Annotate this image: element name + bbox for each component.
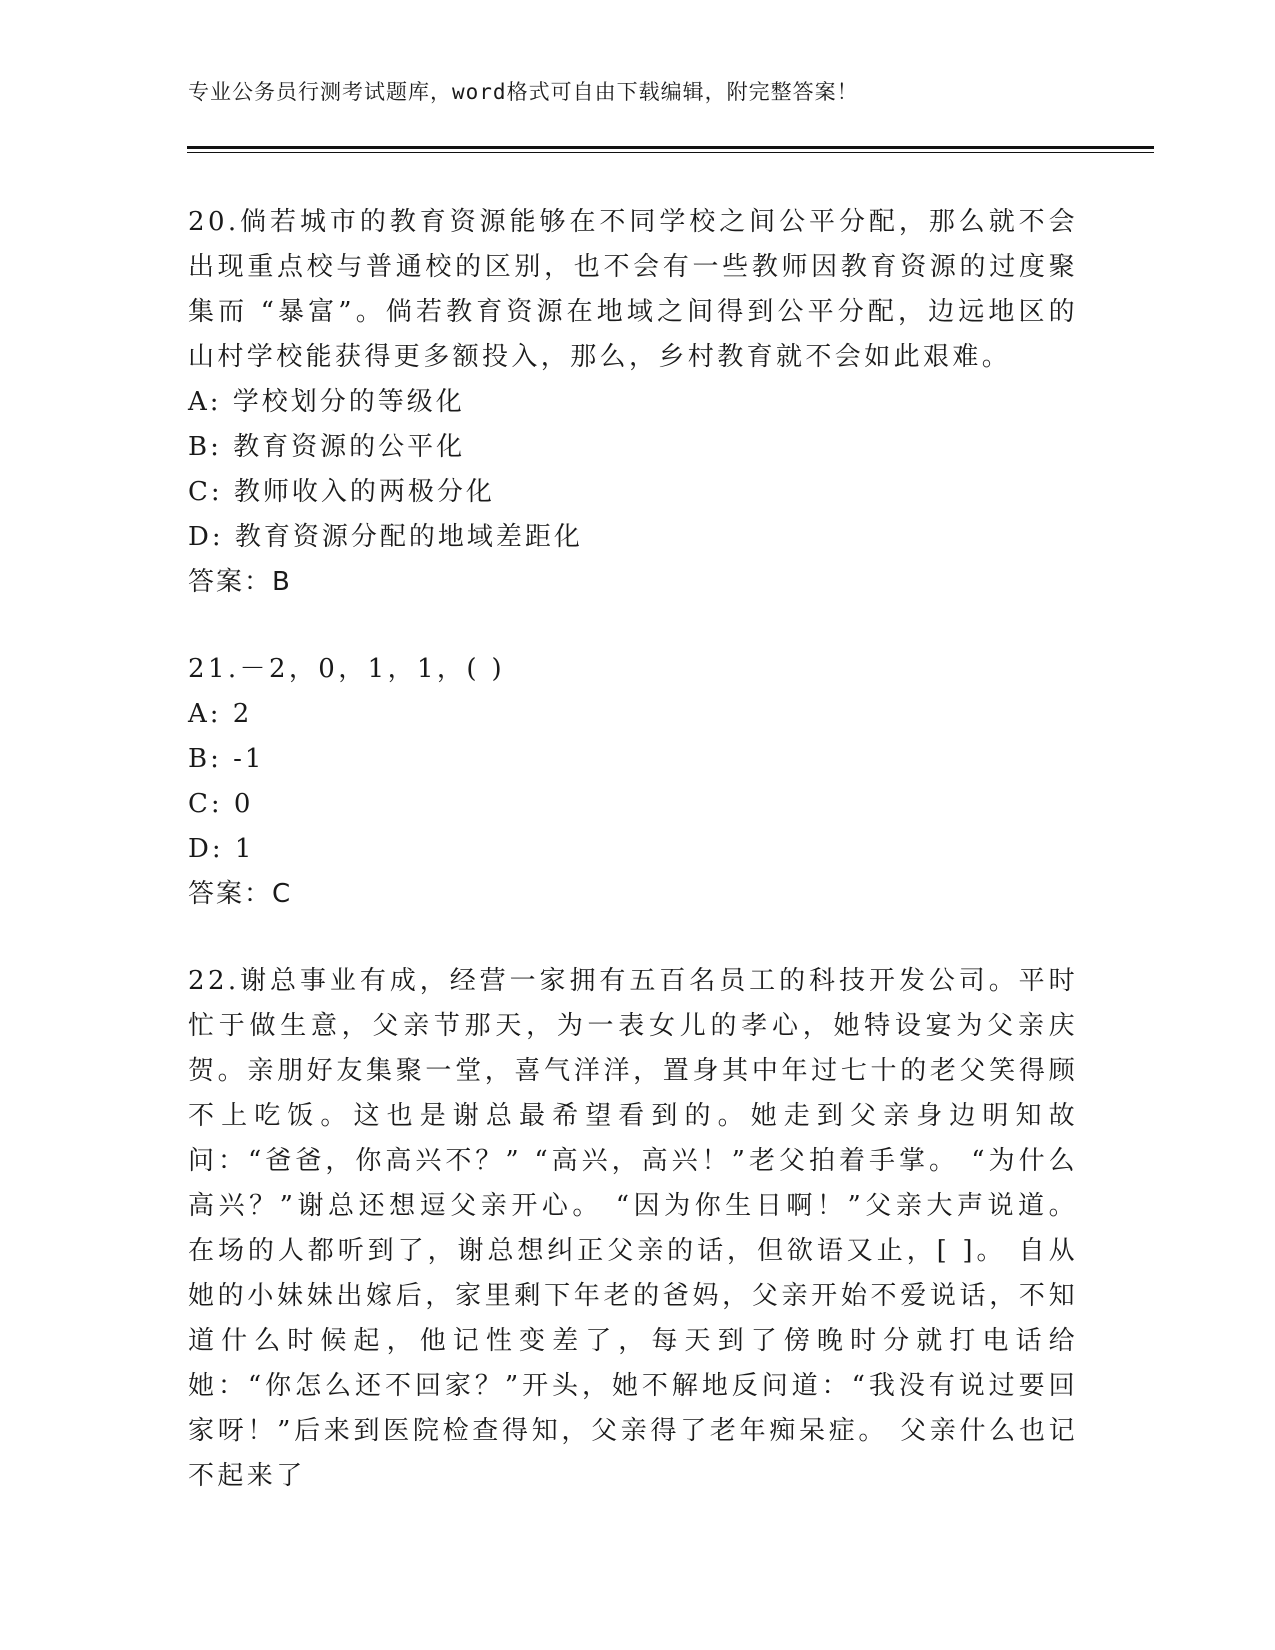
option-a: A: 学校划分的等级化 [188, 387, 465, 417]
answer-line: 答案：C [188, 879, 293, 909]
question-22 [188, 959, 1078, 1499]
question-spacer [188, 605, 1078, 647]
question-21 [188, 647, 1078, 917]
question-stem: 20.倘若城市的教育资源能够在不同学校之间公平分配，那么就不会出现重点校与普通校的区别，也不会有一些教师因教育资源的过度聚集而 “暴富”。倘若教育资源在地域之间得到公平分配，边远地区的山村学校能获得更多额投入，那么，乡村教育就不会如此艰难。 [188, 207, 1078, 372]
question-20 [188, 200, 1078, 605]
answer-line: 答案：B [188, 567, 292, 597]
option-d: D: 教育资源分配的地域差距化 [188, 522, 583, 552]
option-d: D: 1 [188, 834, 255, 864]
option-b: B: -1 [188, 744, 265, 774]
header-rule-thin [187, 152, 1154, 153]
question-spacer [188, 917, 1078, 959]
option-a: A: 2 [188, 699, 253, 729]
option-c: C: 0 [188, 789, 254, 819]
question-list [188, 200, 1078, 1499]
option-b: B: 教育资源的公平化 [188, 432, 466, 462]
page-header: 专业公务员行测考试题库，word格式可自由下载编辑，附完整答案！ [188, 80, 859, 104]
header-rule-thick [187, 146, 1154, 149]
question-stem: 22.谢总事业有成，经营一家拥有五百名员工的科技开发公司。平时忙于做生意，父亲节那天，为一表女儿的孝心，她特设宴为父亲庆贺。亲朋好友集聚一堂，喜气洋洋，置身其中年过七十的老父笑得顾不上吃饭。这也是谢总最希望看到的。她走到父亲身边明知故问：“爸爸，你高兴不？” “高兴，高兴！”老父拍着手掌。 “为什么高兴？”谢总还想逗父亲开心。 “因为你生日啊！”父亲大声说道。 在场的人都听到了，谢总想纠正父亲的话，但欲语又止，[ ]。 自从她的小妹妹出嫁后，家里剩下年老的爸妈，父亲开始不爱说话，不知道什么时候起，他记性变差了，每天到了傍晚时分就打电话给她：“你怎么还不回家？”开头，她不解地反问道：“我没有说过要回家呀！”后来到医院检查得知，父亲得了老年痴呆症。 父亲什么也记不起来了 [188, 966, 1078, 1491]
option-c: C: 教师收入的两极分化 [188, 477, 495, 507]
question-stem: 21.－2，0，1，1，( ) [188, 654, 506, 684]
